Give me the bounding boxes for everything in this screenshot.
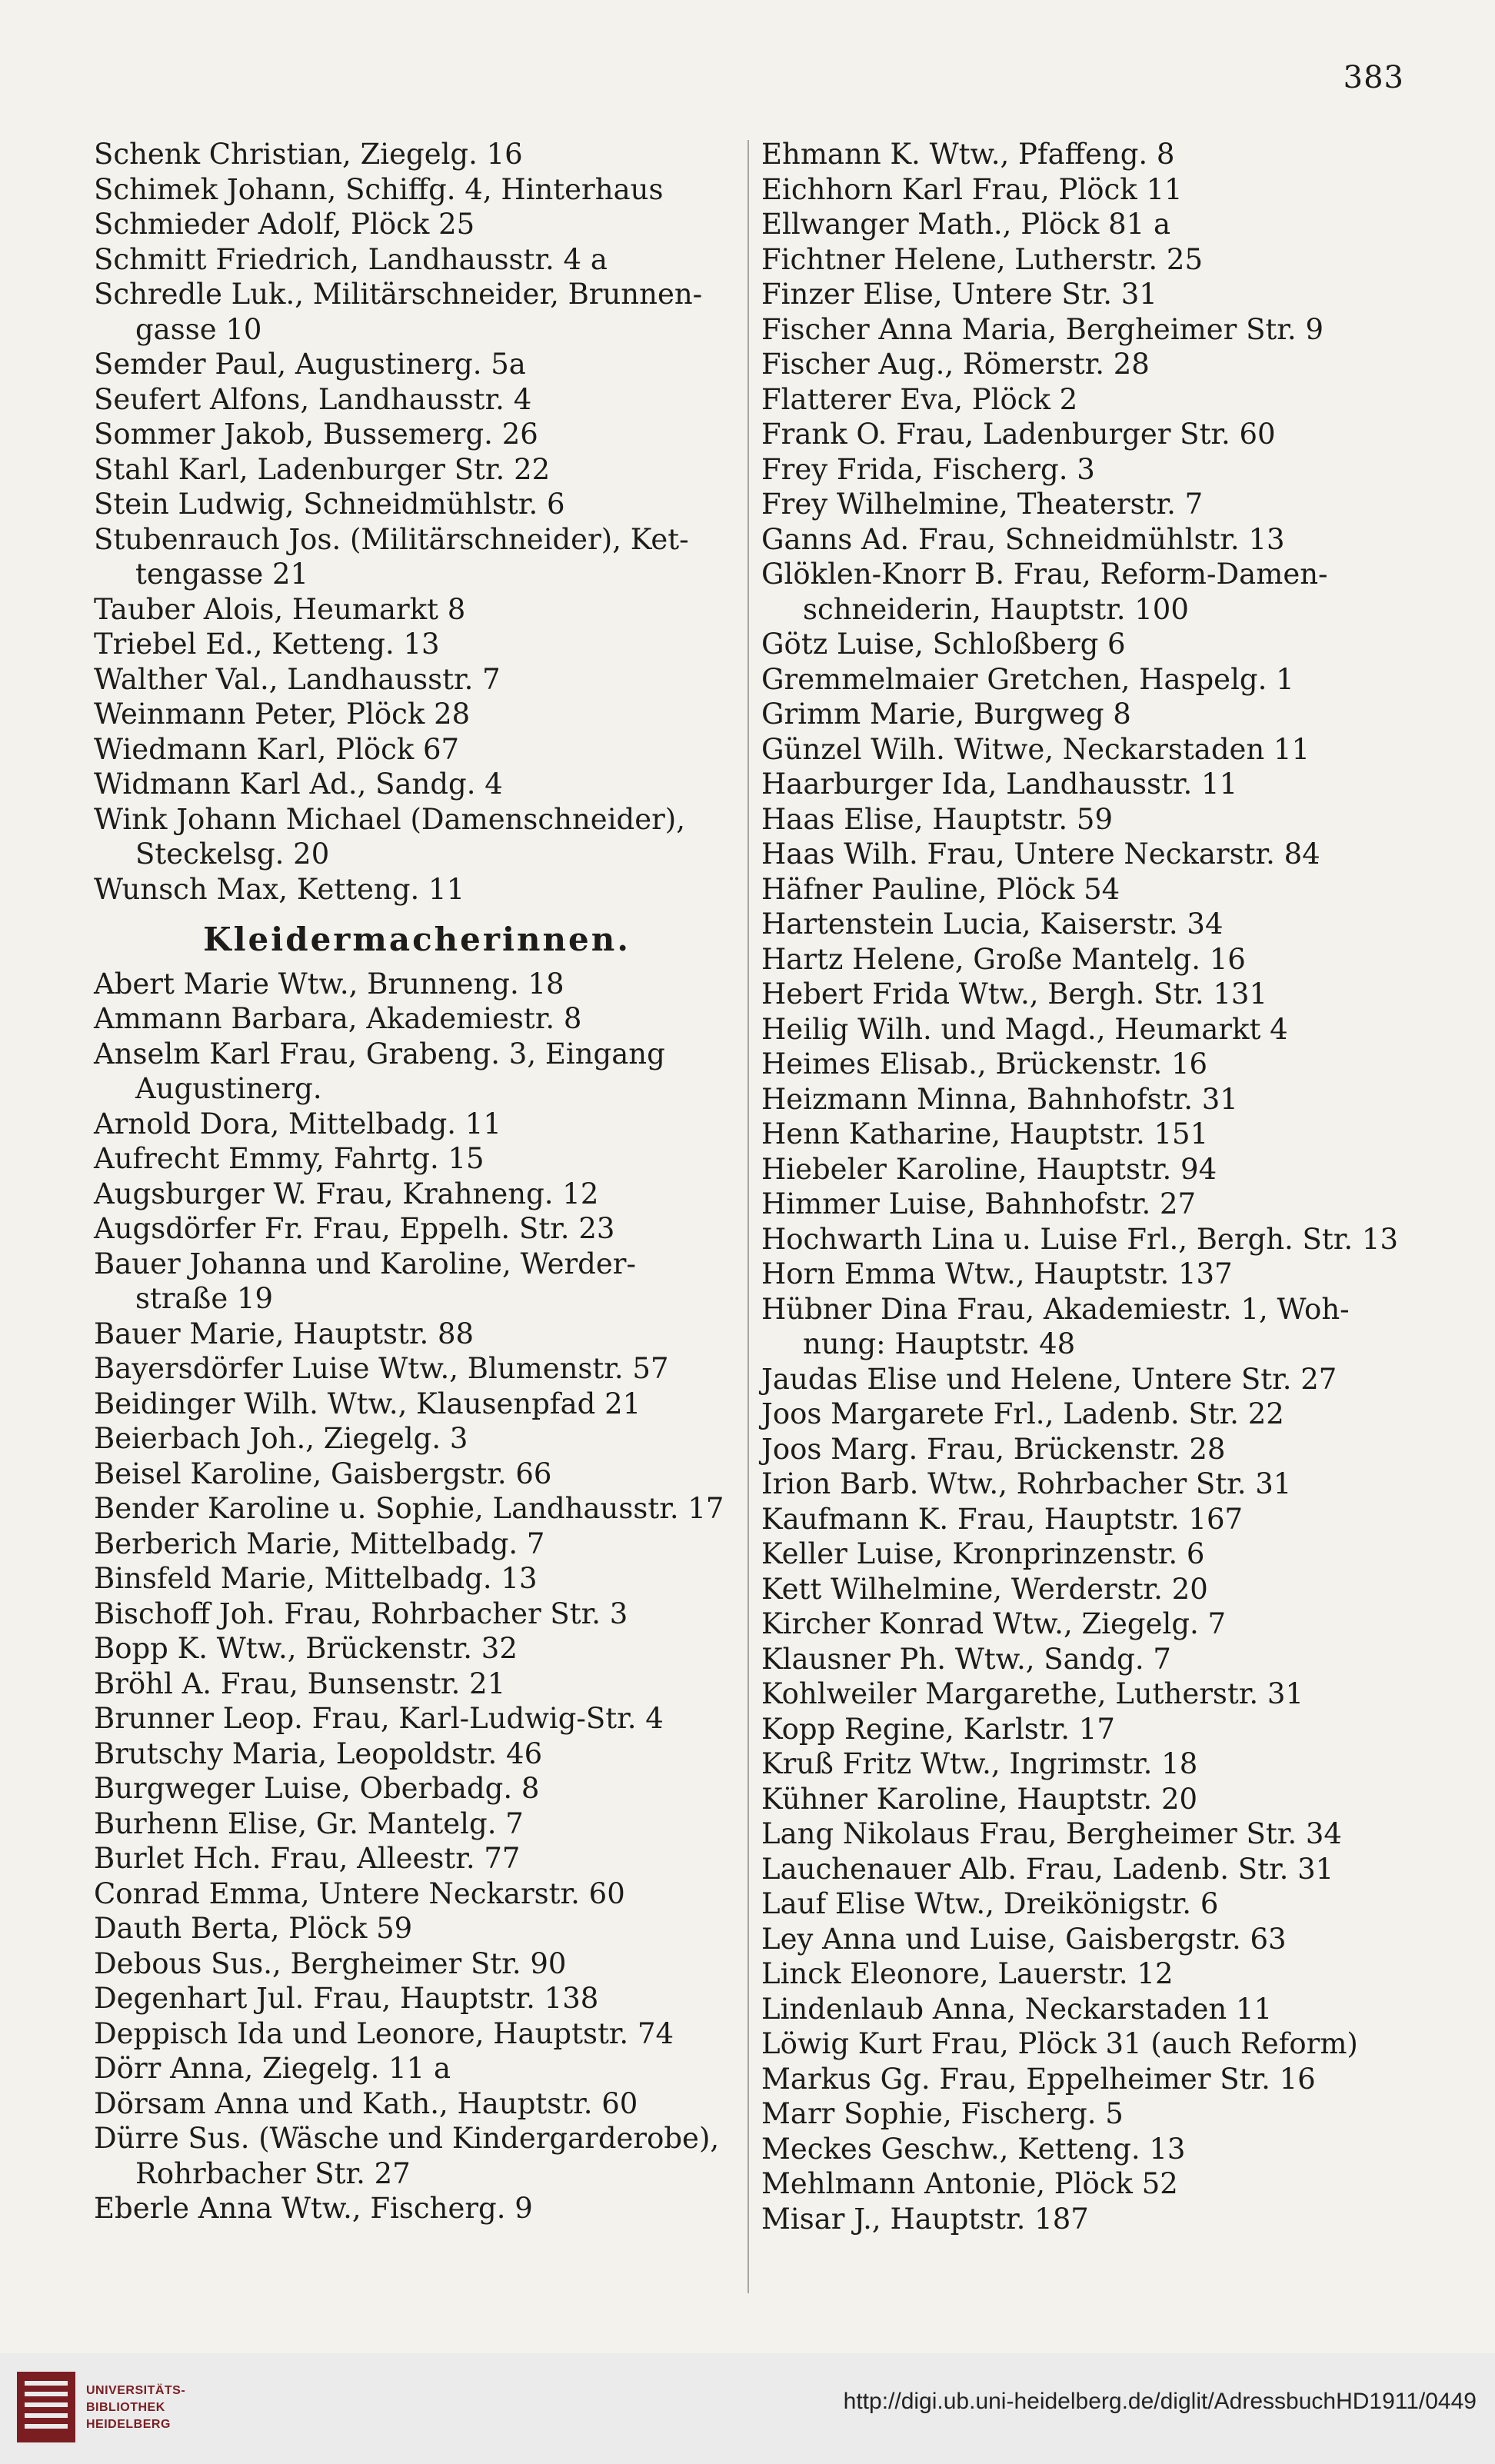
entry-text: Dauth Berta, Plöck 59 xyxy=(94,1912,413,1945)
entry-text: Bayersdörfer Luise Wtw., Blumenstr. 57 xyxy=(94,1352,669,1385)
entry-continuation: Steckelsg. 20 xyxy=(135,837,330,871)
list-item xyxy=(94,1981,740,2016)
list-item xyxy=(94,1946,740,1982)
list-item xyxy=(761,1572,1415,1607)
list-item xyxy=(94,967,740,1002)
list-item xyxy=(94,697,740,732)
list-item xyxy=(94,172,740,208)
list-item xyxy=(761,1642,1415,1677)
list-item xyxy=(761,1852,1415,1887)
list-item xyxy=(761,1992,1415,2027)
entry-continuation: schneiderin, Hauptstr. 100 xyxy=(803,592,1189,626)
entry-text: Seufert Alfons, Landhausstr. 4 xyxy=(94,382,532,416)
list-item xyxy=(761,1187,1415,1222)
entry-text: Lauchenauer Alb. Frau, Ladenb. Str. 31 xyxy=(761,1852,1334,1886)
entry-text: Haarburger Ida, Landhausstr. 11 xyxy=(761,768,1238,801)
list-item xyxy=(94,522,740,592)
list-item xyxy=(94,1841,740,1876)
list-item xyxy=(761,277,1415,312)
entry-text: Deppisch Ida und Leonore, Hauptstr. 74 xyxy=(94,2016,674,2050)
list-item xyxy=(761,347,1415,382)
entry-text: Bischoff Joh. Frau, Rohrbacher Str. 3 xyxy=(94,1597,628,1630)
list-item xyxy=(94,1736,740,1772)
list-item xyxy=(94,487,740,522)
entry-text: Wunsch Max, Ketteng. 11 xyxy=(94,872,465,906)
entry-text: Klausner Ph. Wtw., Sandg. 7 xyxy=(761,1642,1171,1676)
list-item xyxy=(761,312,1415,348)
list-item xyxy=(761,557,1415,627)
list-item xyxy=(761,1117,1415,1152)
footer-bar xyxy=(0,2353,1495,2464)
list-item xyxy=(94,277,740,347)
entry-text: Beisel Karoline, Gaisbergstr. 66 xyxy=(94,1457,552,1490)
entry-text: Stubenrauch Jos. (Militärschneider), Ket- xyxy=(94,522,689,556)
list-item xyxy=(761,767,1415,802)
entry-text: Hiebeler Karoline, Hauptstr. 94 xyxy=(761,1152,1217,1186)
entry-text: Triebel Ed., Ketteng. 13 xyxy=(94,628,440,661)
entry-continuation: Augustinerg. xyxy=(135,1072,322,1105)
list-item xyxy=(94,1876,740,1912)
entry-text: Abert Marie Wtw., Brunneng. 18 xyxy=(94,967,564,1001)
entry-text: Widmann Karl Ad., Sandg. 4 xyxy=(94,768,503,801)
entry-text: Kaufmann K. Frau, Hauptstr. 167 xyxy=(761,1502,1244,1536)
entry-text: Bauer Johanna und Karoline, Werder- xyxy=(94,1247,636,1280)
list-item xyxy=(761,1467,1415,1502)
list-item xyxy=(94,1597,740,1632)
entry-text: Hartz Helene, Große Mantelg. 16 xyxy=(761,942,1246,976)
list-item xyxy=(94,1247,740,1317)
entry-text: Bröhl A. Frau, Bunsenstr. 21 xyxy=(94,1667,506,1700)
entry-text: Walther Val., Landhausstr. 7 xyxy=(94,662,501,696)
entry-text: Fischer Anna Maria, Bergheimer Str. 9 xyxy=(761,312,1324,346)
entry-text: Götz Luise, Schloßberg 6 xyxy=(761,628,1126,661)
entry-text: Burhenn Elise, Gr. Mantelg. 7 xyxy=(94,1806,524,1840)
list-item xyxy=(761,872,1415,907)
entry-text: Kopp Regine, Karlstr. 17 xyxy=(761,1712,1115,1746)
library-seal-icon xyxy=(14,2369,78,2446)
list-item xyxy=(94,1037,740,1107)
entry-text: Tauber Alois, Heumarkt 8 xyxy=(94,592,466,626)
list-item xyxy=(94,1667,740,1702)
entry-text: Hochwarth Lina u. Luise Frl., Bergh. Str. 13 xyxy=(761,1222,1398,1256)
entry-list xyxy=(94,967,740,2226)
entry-text: Hebert Frida Wtw., Bergh. Str. 131 xyxy=(761,977,1268,1011)
entry-continuation: straße 19 xyxy=(135,1282,274,1315)
entry-text: Keller Luise, Kronprinzenstr. 6 xyxy=(761,1537,1205,1570)
list-item xyxy=(761,1397,1415,1432)
entry-text: Eberle Anna Wtw., Fischerg. 9 xyxy=(94,2192,533,2225)
entry-text: Schimek Johann, Schiffg. 4, Hinterhaus xyxy=(94,172,664,206)
list-item xyxy=(761,1886,1415,1922)
entry-text: Lang Nikolaus Frau, Bergheimer Str. 34 xyxy=(761,1817,1342,1850)
entry-text: Schredle Luk., Militärschneider, Brunnen- xyxy=(94,278,703,311)
entry-text: Brutschy Maria, Leopoldstr. 46 xyxy=(94,1736,543,1770)
list-item xyxy=(94,452,740,488)
entry-continuation: gasse 10 xyxy=(135,312,262,346)
list-item xyxy=(94,207,740,242)
list-item xyxy=(761,1782,1415,1817)
entry-text: Beidinger Wilh. Wtw., Klausenpfad 21 xyxy=(94,1387,641,1420)
entry-text: Ganns Ad. Frau, Schneidmühlstr. 13 xyxy=(761,522,1285,556)
entry-text: Heimes Elisab., Brückenstr. 16 xyxy=(761,1047,1208,1080)
list-item xyxy=(94,2121,740,2191)
list-item xyxy=(761,2132,1415,2167)
list-item xyxy=(94,2016,740,2052)
list-item xyxy=(761,1257,1415,1292)
entry-text: Wink Johann Michael (Damenschneider), xyxy=(94,802,685,836)
entry-text: Weinmann Peter, Plöck 28 xyxy=(94,698,471,731)
entry-text: Meckes Geschw., Ketteng. 13 xyxy=(761,2132,1186,2166)
list-item xyxy=(94,2086,740,2122)
entry-text: Anselm Karl Frau, Grabeng. 3, Eingang xyxy=(94,1037,665,1071)
list-item xyxy=(761,942,1415,977)
entry-text: Günzel Wilh. Witwe, Neckarstaden 11 xyxy=(761,732,1310,766)
list-item xyxy=(761,662,1415,698)
list-item xyxy=(94,1561,740,1597)
list-item xyxy=(761,697,1415,732)
entry-text: Heizmann Minna, Bahnhofstr. 31 xyxy=(761,1082,1238,1116)
entry-text: Kruß Fritz Wtw., Ingrimstr. 18 xyxy=(761,1747,1198,1780)
entry-text: Löwig Kurt Frau, Plöck 31 (auch Reform) xyxy=(761,2027,1358,2060)
entry-continuation: nung: Hauptstr. 48 xyxy=(803,1327,1076,1360)
entry-text: Bender Karoline u. Sophie, Landhausstr. 17 xyxy=(94,1492,724,1525)
list-item xyxy=(94,767,740,802)
list-item xyxy=(761,1677,1415,1712)
entry-text: Frey Frida, Fischerg. 3 xyxy=(761,452,1095,486)
right-column xyxy=(761,137,1415,2236)
entry-text: Haas Wilh. Frau, Untere Neckarstr. 84 xyxy=(761,837,1320,871)
entry-text: Fischer Aug., Römerstr. 28 xyxy=(761,348,1150,381)
list-item xyxy=(94,1107,740,1142)
list-item xyxy=(94,417,740,452)
entry-text: Lauf Elise Wtw., Dreikönigstr. 6 xyxy=(761,1887,1219,1920)
list-item xyxy=(761,1152,1415,1187)
entry-text: Haas Elise, Hauptstr. 59 xyxy=(761,802,1114,836)
entry-text: Sommer Jakob, Bussemerg. 26 xyxy=(94,418,538,451)
entry-text: Joos Marg. Frau, Brückenstr. 28 xyxy=(761,1432,1226,1466)
entry-text: Burlet Hch. Frau, Alleestr. 77 xyxy=(94,1842,521,1875)
list-item xyxy=(94,1701,740,1736)
entry-text: Brunner Leop. Frau, Karl-Ludwig-Str. 4 xyxy=(94,1702,664,1735)
list-item xyxy=(761,802,1415,837)
entry-text: Bopp K. Wtw., Brückenstr. 32 xyxy=(94,1632,518,1665)
entry-text: Dörsam Anna und Kath., Hauptstr. 60 xyxy=(94,2086,638,2120)
list-item xyxy=(761,2202,1415,2237)
list-item xyxy=(94,1387,740,1422)
entry-text: Ellwanger Math., Plöck 81 a xyxy=(761,208,1171,241)
list-item xyxy=(761,1746,1415,1782)
entry-text: Bauer Marie, Hauptstr. 88 xyxy=(94,1317,474,1350)
entry-text: Semder Paul, Augustinerg. 5a xyxy=(94,348,526,381)
list-item xyxy=(761,1502,1415,1537)
list-item xyxy=(94,2191,740,2226)
entry-text: Mehlmann Antonie, Plöck 52 xyxy=(761,2167,1178,2200)
entry-text: Berberich Marie, Mittelbadg. 7 xyxy=(94,1527,545,1560)
entry-text: Stein Ludwig, Schneidmühlstr. 6 xyxy=(94,488,565,521)
entry-text: Häfner Pauline, Plöck 54 xyxy=(761,872,1120,906)
list-item xyxy=(761,207,1415,242)
entry-text: Debous Sus., Bergheimer Str. 90 xyxy=(94,1946,567,1980)
list-item xyxy=(761,1047,1415,1082)
source-url-link[interactable]: http://digi.ub.uni-heidelberg.de/diglit/AdressbuchHD1911/0449 xyxy=(843,2389,1477,2414)
list-item xyxy=(94,1911,740,1946)
list-item xyxy=(94,242,740,278)
entry-list xyxy=(94,137,740,907)
entry-text: Beierbach Joh., Ziegelg. 3 xyxy=(94,1422,468,1455)
list-item xyxy=(761,382,1415,418)
list-item xyxy=(761,1012,1415,1047)
list-item xyxy=(94,1806,740,1842)
list-item xyxy=(761,907,1415,942)
entry-text: Dörr Anna, Ziegelg. 11 a xyxy=(94,2052,451,2085)
list-item xyxy=(761,2062,1415,2097)
list-item xyxy=(761,1432,1415,1467)
entry-text: Ammann Barbara, Akademiestr. 8 xyxy=(94,1002,582,1035)
list-item xyxy=(761,732,1415,768)
entry-text: Wiedmann Karl, Plöck 67 xyxy=(94,732,460,766)
entry-text: Irion Barb. Wtw., Rohrbacher Str. 31 xyxy=(761,1467,1292,1500)
left-column xyxy=(94,137,740,2226)
list-item xyxy=(94,662,740,698)
list-item xyxy=(761,522,1415,558)
list-item xyxy=(761,137,1415,172)
list-item xyxy=(761,242,1415,278)
entry-text: Misar J., Hauptstr. 187 xyxy=(761,2202,1089,2236)
list-item xyxy=(94,627,740,662)
entry-text: Lindenlaub Anna, Neckarstaden 11 xyxy=(761,1992,1273,2026)
entry-text: Himmer Luise, Bahnhofstr. 27 xyxy=(761,1187,1197,1220)
entry-text: Fichtner Helene, Lutherstr. 25 xyxy=(761,242,1204,276)
list-item xyxy=(761,172,1415,208)
list-item xyxy=(761,1362,1415,1397)
list-item xyxy=(761,1956,1415,1992)
list-item xyxy=(94,1211,740,1247)
library-logo[interactable] xyxy=(14,2369,198,2446)
entry-text: Frank O. Frau, Ladenburger Str. 60 xyxy=(761,418,1276,451)
entry-continuation: Rohrbacher Str. 27 xyxy=(135,2156,411,2190)
entry-text: Gremmelmaier Gretchen, Haspelg. 1 xyxy=(761,662,1294,696)
list-item xyxy=(94,2051,740,2086)
list-item xyxy=(94,382,740,418)
list-item xyxy=(761,1607,1415,1642)
list-item xyxy=(761,627,1415,662)
entry-text: Jaudas Elise und Helene, Untere Str. 27 xyxy=(761,1362,1337,1396)
list-item xyxy=(761,837,1415,872)
library-name: UNIVERSITÄTS- BIBLIOTHEK HEIDELBERG xyxy=(86,2384,186,2431)
entry-text: Frey Wilhelmine, Theaterstr. 7 xyxy=(761,488,1204,521)
section-heading: Kleidermacherinnen. xyxy=(203,921,631,958)
list-item xyxy=(94,872,740,907)
list-item xyxy=(94,1527,740,1562)
entry-text: Marr Sophie, Fischerg. 5 xyxy=(761,2097,1124,2130)
list-item xyxy=(761,1292,1415,1362)
entry-text: Ley Anna und Luise, Gaisbergstr. 63 xyxy=(761,1922,1287,1956)
entry-text: Horn Emma Wtw., Hauptstr. 137 xyxy=(761,1257,1233,1290)
entry-text: Eichhorn Karl Frau, Plöck 11 xyxy=(761,172,1183,206)
entry-text: Degenhart Jul. Frau, Hauptstr. 138 xyxy=(94,1982,599,2015)
list-item xyxy=(761,452,1415,488)
entry-text: Stahl Karl, Ladenburger Str. 22 xyxy=(94,452,551,486)
entry-text: Joos Margarete Frl., Ladenb. Str. 22 xyxy=(761,1397,1284,1430)
entry-text: Kircher Konrad Wtw., Ziegelg. 7 xyxy=(761,1607,1227,1640)
list-item xyxy=(94,1421,740,1457)
entry-text: Linck Eleonore, Lauerstr. 12 xyxy=(761,1957,1174,1990)
list-item xyxy=(94,1317,740,1352)
list-item xyxy=(761,2026,1415,2062)
entry-text: Dürre Sus. (Wäsche und Kindergarderobe), xyxy=(94,2122,720,2155)
entry-text: Henn Katharine, Hauptstr. 151 xyxy=(761,1117,1209,1150)
entry-text: Schmieder Adolf, Plöck 25 xyxy=(94,208,475,241)
list-item xyxy=(94,1491,740,1527)
list-item xyxy=(94,137,740,172)
list-item xyxy=(761,1922,1415,1957)
entry-text: Flatterer Eva, Plöck 2 xyxy=(761,382,1078,416)
list-item xyxy=(761,1537,1415,1572)
list-item xyxy=(761,1816,1415,1852)
list-item xyxy=(761,2096,1415,2132)
entry-text: Glöklen-Knorr B. Frau, Reform-Damen- xyxy=(761,558,1328,591)
list-item xyxy=(94,802,740,872)
list-item xyxy=(761,487,1415,522)
entry-text: Ehmann K. Wtw., Pfaffeng. 8 xyxy=(761,138,1175,171)
entry-text: Grimm Marie, Burgweg 8 xyxy=(761,698,1131,731)
list-item xyxy=(94,1771,740,1806)
entry-text: Binsfeld Marie, Mittelbadg. 13 xyxy=(94,1562,538,1595)
entry-text: Aufrecht Emmy, Fahrtg. 15 xyxy=(94,1142,484,1175)
entry-text: Hübner Dina Frau, Akademiestr. 1, Woh- xyxy=(761,1292,1350,1326)
list-item xyxy=(94,1351,740,1387)
entry-text: Augsdörfer Fr. Frau, Eppelh. Str. 23 xyxy=(94,1212,615,1245)
list-item xyxy=(94,1177,740,1212)
entry-text: Heilig Wilh. und Magd., Heumarkt 4 xyxy=(761,1012,1288,1046)
list-item xyxy=(761,1082,1415,1117)
column-divider xyxy=(748,140,749,2293)
entry-text: Burgweger Luise, Oberbadg. 8 xyxy=(94,1772,540,1805)
list-item xyxy=(761,977,1415,1012)
list-item xyxy=(94,1001,740,1037)
list-item xyxy=(94,592,740,628)
entry-text: Schenk Christian, Ziegelg. 16 xyxy=(94,138,523,171)
entry-list xyxy=(761,137,1415,2236)
list-item xyxy=(94,1141,740,1177)
entry-text: Kett Wilhelmine, Werderstr. 20 xyxy=(761,1572,1208,1606)
entry-text: Kühner Karoline, Hauptstr. 20 xyxy=(761,1782,1198,1816)
entry-text: Hartenstein Lucia, Kaiserstr. 34 xyxy=(761,907,1224,941)
entry-continuation: tengasse 21 xyxy=(135,558,309,591)
entry-text: Conrad Emma, Untere Neckarstr. 60 xyxy=(94,1876,625,1910)
list-item xyxy=(761,417,1415,452)
entry-text: Kohlweiler Margarethe, Lutherstr. 31 xyxy=(761,1677,1304,1710)
entry-text: Augsburger W. Frau, Krahneng. 12 xyxy=(94,1177,599,1210)
list-item xyxy=(94,1457,740,1492)
list-item xyxy=(94,1631,740,1667)
entry-text: Finzer Elise, Untere Str. 31 xyxy=(761,278,1157,311)
list-item xyxy=(761,1712,1415,1747)
list-item xyxy=(761,1222,1415,1257)
list-item xyxy=(761,2166,1415,2202)
entry-text: Schmitt Friedrich, Landhausstr. 4 a xyxy=(94,242,608,276)
list-item xyxy=(94,347,740,382)
list-item xyxy=(94,732,740,768)
entry-text: Arnold Dora, Mittelbadg. 11 xyxy=(94,1107,501,1140)
page-number: 383 xyxy=(1343,60,1404,95)
entry-text: Markus Gg. Frau, Eppelheimer Str. 16 xyxy=(761,2062,1316,2096)
